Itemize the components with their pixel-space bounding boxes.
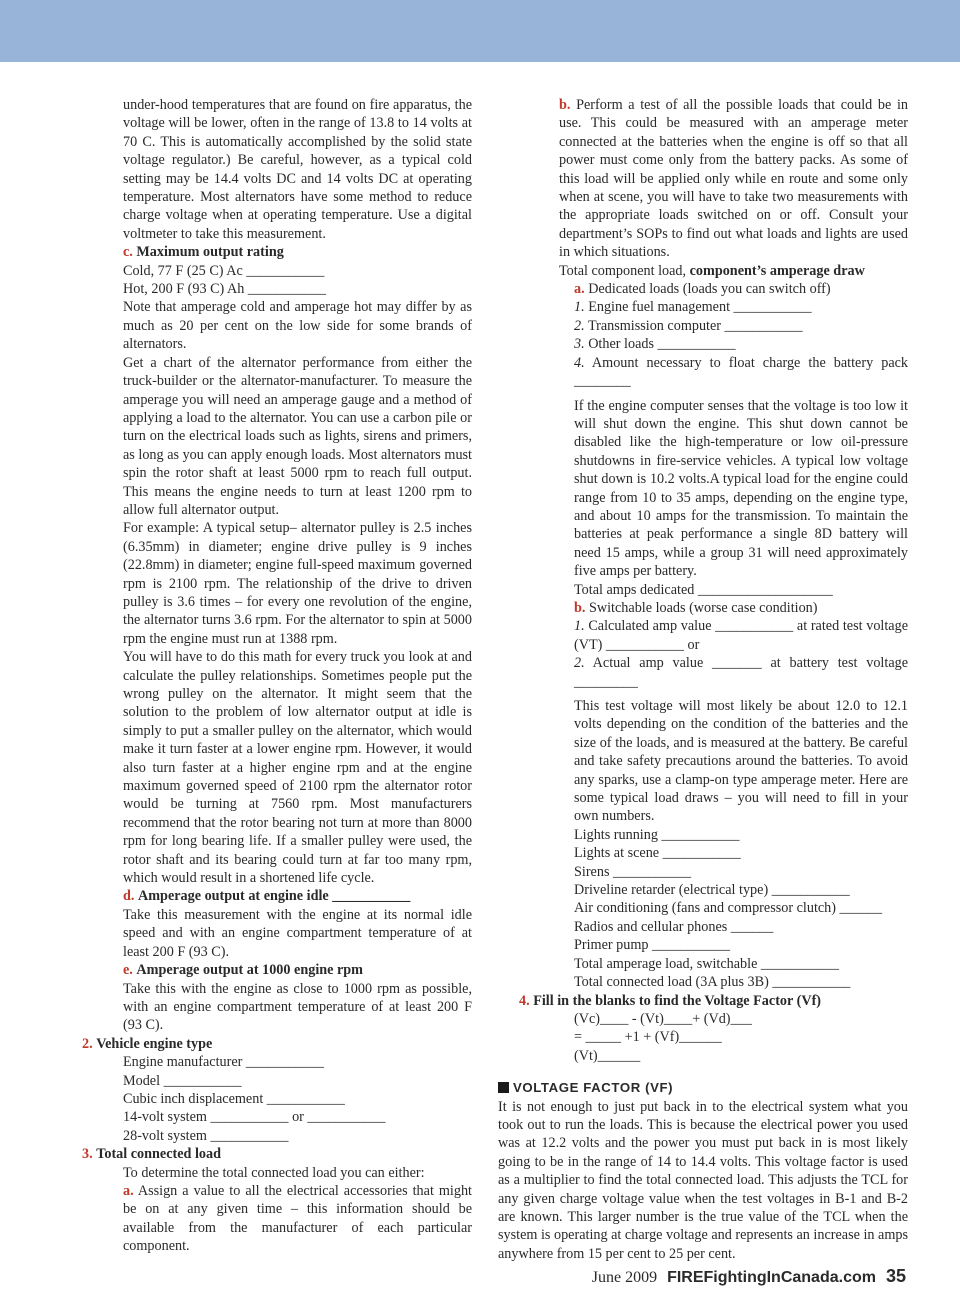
magazine-website: FIREFightingInCanada.com — [667, 1269, 876, 1286]
engine-computer-paragraph: If the engine computer senses that the voltage is too low it will shut down the engine. This shut down cannot be disabled like the high-temperature or low oil-pressure shutdowns in fire-service vehicles. A typical low voltage shut down is 10.2 volts.A typical load for the engine could range from 10 to 35 amps, depending on the engine type, and about 10 amps for the transmission. To maintain the batteries at peak performance a single 8D battery will need 15 amps, while a group 31 will need approximately five amps per battery. — [574, 397, 908, 580]
cubic-inch-line: Cubic inch displacement ___________ — [123, 1090, 345, 1107]
total-component-load-intro: Total component load, — [559, 262, 687, 279]
switchable-loads-title: Switchable loads (worse case condition) — [588, 599, 818, 616]
switchable-item-1 — [498, 617, 908, 654]
load-line: Total connected load (3A plus 3B) ___________ — [574, 974, 851, 991]
dedicated-item-4-number: 4. — [574, 354, 585, 371]
total-amps-dedicated-line: Total amps dedicated ___________________ — [574, 581, 833, 598]
cold-rating-line: Cold, 77 F (25 C) Ac ___________ — [123, 262, 325, 279]
load-line: Radios and cellular phones ______ — [574, 918, 774, 935]
subsection-c-heading — [82, 243, 472, 261]
subsection-e-label: e. — [123, 962, 133, 979]
voltage-factor-heading-text: VOLTAGE FACTOR (VF) — [513, 1080, 674, 1096]
pulley-math-paragraph: You will have to do this math for every truck you look at and calculate the pulley relationships. Sometimes people put the wrong pulley on the alternator. It might seem that the solution to the problem of low alternator output at idle is simply to put a smaller pulley on the alternator, which would make it turn faster at a lower engine rpm. However, it would also turn faster at a higher engine rpm and at the engine maximum governed speed of 2100 rpm the alternator rotor would be turning at 7560 rpm. Most manufacturers recommend that the rotor bearing not turn at more than 8000 rpm for long bearing life. If a smaller pulley were used, the rotor shaft and its bearing could turn at far too many rpm, which would result in a shortened life cycle. — [123, 649, 472, 887]
formula-line-1: (Vc)____ - (Vt)____+ (Vd)___ — [574, 1010, 752, 1027]
14-volt-line: 14-volt system ___________ or ___________ — [123, 1109, 386, 1126]
amperage-note-paragraph: Note that amperage cold and amperage hot may differ by as much as 20 per cent on the low side for some brands of alternators. — [123, 299, 472, 353]
switchable-item-1-text: Calculated amp value ___________ at rated test voltage (VT) ___________ or — [574, 618, 908, 653]
formula-line-2: = _____ +1 + (Vf)______ — [574, 1029, 722, 1046]
dedicated-item-3-number: 3. — [574, 336, 585, 353]
section-4-number: 4. — [519, 992, 530, 1009]
page-footer — [592, 1266, 906, 1287]
load-line: Air conditioning (fans and compressor clutch) ______ — [574, 900, 883, 917]
load-line: Lights running ___________ — [574, 826, 740, 843]
section-3-number: 3. — [82, 1146, 93, 1163]
load-line: Lights at scene ___________ — [574, 845, 741, 862]
section-4-title: Fill in the blanks to find the Voltage Factor (Vf) — [533, 992, 822, 1009]
section-2-title: Vehicle engine type — [96, 1035, 213, 1052]
section-3-heading — [82, 1145, 472, 1163]
subsection-c-title: Maximum output rating — [136, 244, 284, 261]
subsection-e-text: Take this with the engine as close to 1000 rpm as possible, with an engine compartment temperature of at least 200 F (93 C). — [123, 980, 472, 1034]
switchable-item-1-number: 1. — [574, 618, 585, 635]
subsection-d-heading — [82, 887, 472, 905]
dedicated-loads-heading — [498, 280, 908, 298]
total-component-load-line — [498, 262, 908, 280]
engine-manufacturer-line: Engine manufacturer ___________ — [123, 1054, 324, 1071]
section-2-heading — [82, 1035, 472, 1053]
load-line: Sirens ___________ — [574, 863, 692, 880]
voltage-factor-heading — [498, 1079, 908, 1097]
option-b-text: Perform a test of all the possible loads that could be in use. This could be measured with an amperage meter connected at the batteries when the engine is off so that all power must come only from the battery packs. As some of this load will be applied only while en route and some only when at scene, you will have to take two measurements with the appropriate loads switched on or off. Consult your department’s SOPs to find out what loads and lights are used in which situations. — [559, 97, 908, 261]
example-paragraph: For example: A typical setup– alternator pulley is 2.5 inches (6.35mm) in diameter; engine drive pulley is 9 inches (22.8mm) in diameter; engine full-speed maximum governed rpm is 2100 rpm. The relationship of the drive to driven pulley is 3.6 times – for every one revolution of the engine, the alternator turns 3.6 rpm. For the alternator to spin at 5000 rpm the engine must run at 1388 rpm. — [123, 520, 472, 647]
switchable-loads-heading — [498, 599, 908, 617]
switchable-item-2-text: Actual amp value _______ at battery test voltage _________ — [574, 655, 909, 690]
dedicated-item-2-number: 2. — [574, 317, 585, 334]
section-3-title: Total connected load — [96, 1146, 221, 1163]
dedicated-item-3 — [498, 335, 908, 353]
page-number: 35 — [885, 1266, 906, 1286]
model-line: Model ___________ — [123, 1072, 242, 1089]
switchable-item-2 — [498, 654, 908, 691]
load-line: Primer pump ___________ — [574, 937, 731, 954]
dedicated-loads-label: a. — [574, 281, 585, 298]
header-color-band — [0, 0, 960, 62]
dedicated-item-4-text: Amount necessary to float charge the battery pack ________ — [574, 354, 909, 390]
dedicated-item-1-number: 1. — [574, 299, 585, 316]
dedicated-item-2-text: Transmission computer ___________ — [587, 317, 803, 334]
square-bullet-icon — [498, 1082, 509, 1093]
28-volt-line: 28-volt system ___________ — [123, 1127, 289, 1144]
dedicated-item-3-text: Other loads ___________ — [588, 336, 736, 353]
option-a-text: Assign a value to all the electrical accessories that might be on at any given time – this information should be available from the manufacturer of each particular component. — [123, 1182, 472, 1255]
subsection-d-label: d. — [123, 888, 135, 905]
dedicated-item-1 — [498, 298, 908, 316]
dedicated-item-1-text: Engine fuel management ___________ — [588, 299, 812, 316]
voltage-factor-paragraph: It is not enough to just put back in to the electrical system what you took out to run the loads. This is because the electrical power you used was at 12.2 volts and the power you must put back in is most likely going to be in the range of 14 to 14.4 volts. This voltage factor is used as a multiplier to find the total connected load. This adjusts the TCL for any given charge voltage value when the test voltages in B-1 and B-2 are known. This larger number is the true value of the TCL when the system is operating at charge voltage and represents an increase in amps anywhere from 15 per cent to 25 per cent. — [498, 1098, 908, 1262]
load-line: Driveline retarder (electrical type) ___________ — [574, 882, 850, 899]
option-b-paragraph — [498, 96, 908, 262]
switchable-item-2-number: 2. — [574, 655, 585, 672]
right-column — [498, 96, 908, 1263]
formula-line-3: (Vt)______ — [574, 1047, 641, 1064]
option-a-paragraph — [82, 1182, 472, 1256]
dedicated-loads-title: Dedicated loads (loads you can switch off) — [588, 281, 831, 298]
test-voltage-paragraph: This test voltage will most likely be about 12.0 to 12.1 volts depending on the condition of the batteries and the size of the loads, and is measured at the battery. Be careful and take safety precautions around the batteries. To avoid any sparks, use a clamp-on type amperage meter. Here are some typical load draws – you will need to fill in your own numbers. — [574, 698, 908, 825]
subsection-c-label: c. — [123, 244, 133, 261]
switchable-loads-label: b. — [574, 599, 586, 616]
left-column — [82, 96, 472, 1256]
subsection-d-title: Amperage output at engine idle ___________ — [137, 888, 411, 905]
subsection-e-heading — [82, 961, 472, 979]
alternator-chart-paragraph: Get a chart of the alternator performance from either the truck-builder or the alternator-manufacturer. To measure the amperage you will need an amperage gauge and a method of applying a load to the alternator. You can use a carbon pile or turn on the electrical loads such as lights, sirens and primers, as long as you can apply enough loads. Most alternators must spin the rotor shaft at least 5000 rpm to reach full output. This means the engine needs to turn at least 1200 rpm to allow full alternator output. — [123, 354, 472, 518]
intro-paragraph: under-hood temperatures that are found on fire apparatus, the voltage will be lower, often in the range of 13.8 to 14 volts at 70 C. This is automatically accomplished by the solid state voltage regulator.) Be careful, however, as a typical cold setting may be 14.4 volts DC and 14 volts DC at operating temperature. Most alternators have some method to reduce charge voltage when at operating temperature. Use a digital voltmeter to take this measurement. — [123, 97, 472, 242]
subsection-e-title: Amperage output at 1000 engine rpm — [136, 962, 363, 979]
section-3-intro: To determine the total connected load you can either: — [123, 1164, 425, 1181]
dedicated-item-4 — [498, 354, 908, 391]
total-component-load-bold: component’s amperage draw — [689, 262, 865, 279]
section-4-heading — [498, 992, 908, 1010]
dedicated-item-2 — [498, 317, 908, 335]
section-2-number: 2. — [82, 1035, 93, 1052]
subsection-d-text: Take this measurement with the engine at its normal idle speed and with an engine compartment temperature of at least 200 F (93 C). — [123, 906, 472, 960]
issue-date: June 2009 — [591, 1269, 658, 1286]
option-b-label: b. — [559, 97, 571, 113]
hot-rating-line: Hot, 200 F (93 C) Ah ___________ — [123, 281, 326, 298]
load-line: Total amperage load, switchable ___________ — [574, 955, 839, 972]
option-a-label: a. — [123, 1182, 134, 1199]
